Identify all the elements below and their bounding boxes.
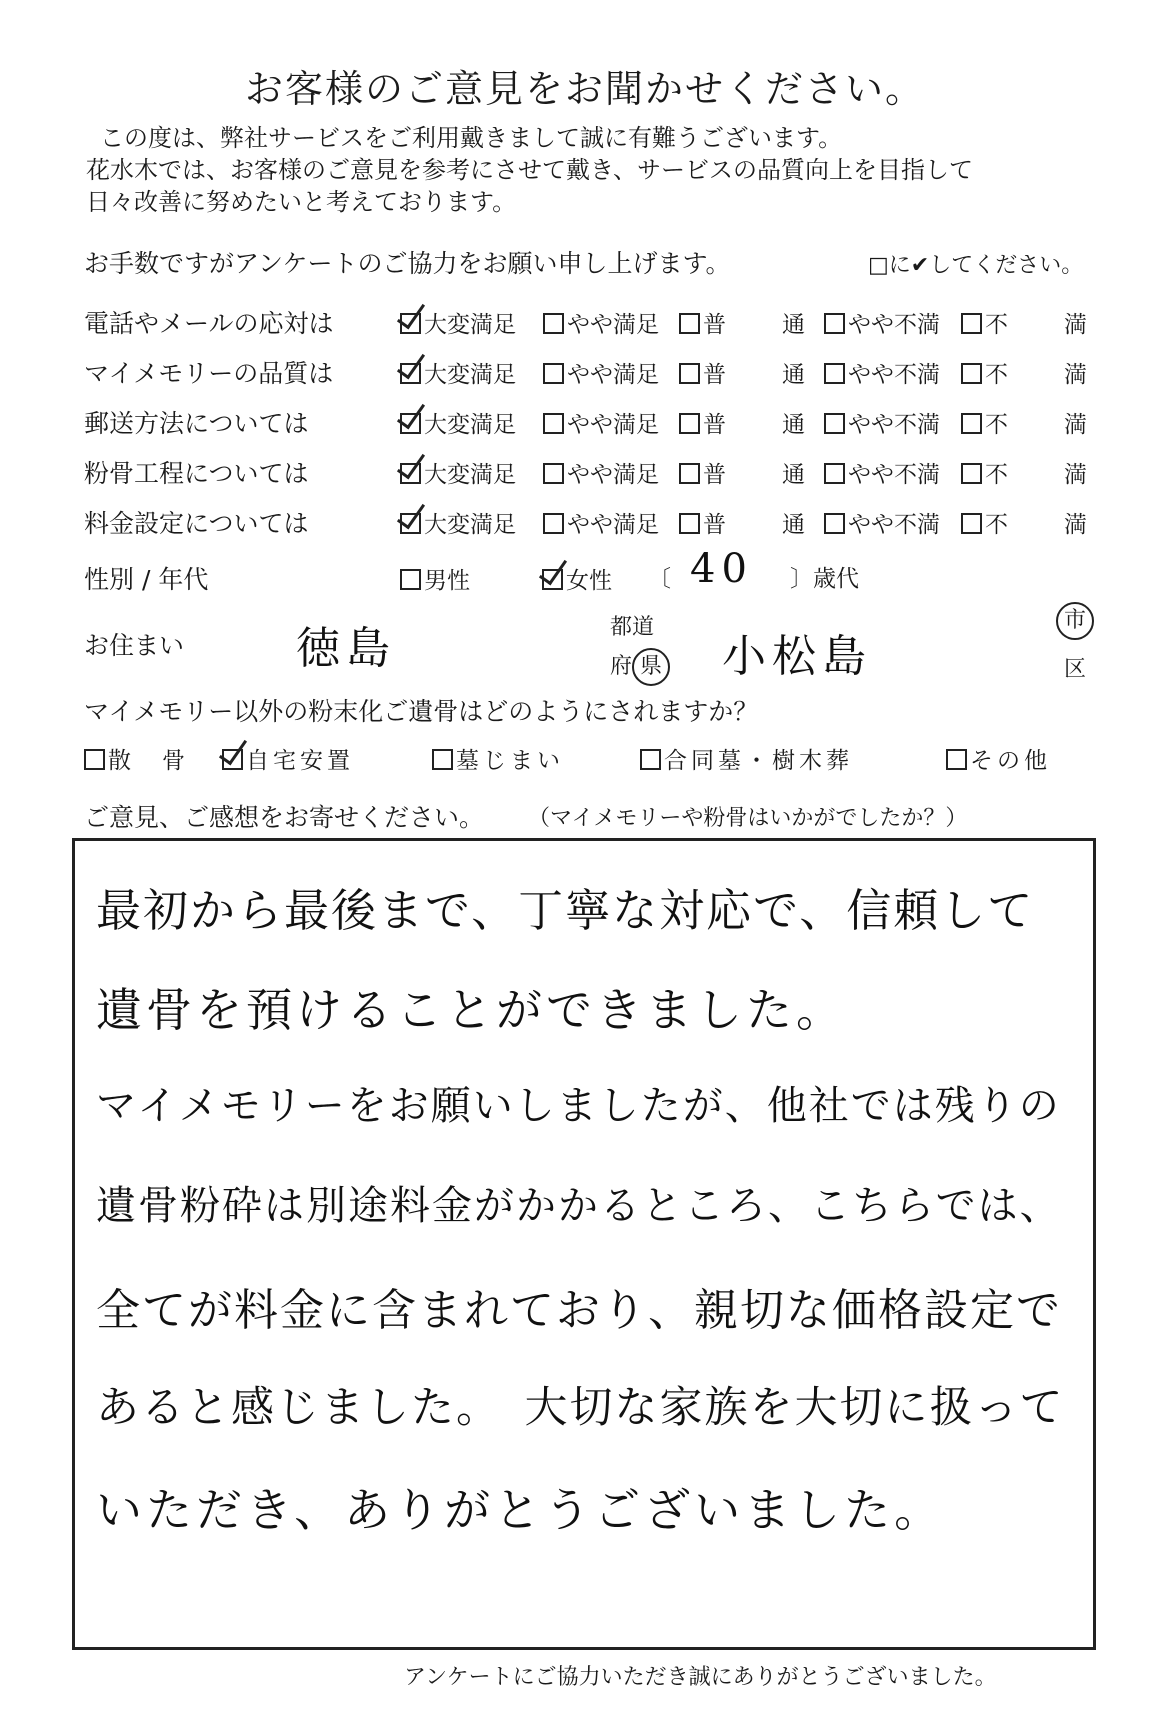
gender-female-option[interactable]: 女性 [542, 562, 612, 595]
rating-option[interactable]: 不 [961, 306, 1008, 339]
intro-line-3: 日々改善に努めたいと考えております。 [86, 188, 517, 216]
rating-question-label: 郵送方法については [84, 409, 309, 438]
pref-suffix-bottom: 府 県 [610, 648, 670, 686]
request-note: □に✔してください。 [868, 253, 1084, 278]
footer-thanks: アンケートにご協力いただき誠にありがとうございました。 [404, 1665, 997, 1690]
comment-line: 遺骨粉砕は別途料金がかかるところ、こちらでは、 [96, 1183, 1062, 1229]
comment-line: 最初から最後まで、丁寧な対応で、信頼して [96, 884, 1035, 937]
comment-line: いただき、ありがとうございました。 [96, 1483, 945, 1537]
rating-option[interactable]: 不 [961, 356, 1008, 389]
disposal-question: マイメモリー以外の粉末化ご遺骨はどのようにされますか？ [84, 697, 759, 726]
checkbox[interactable] [543, 313, 564, 334]
rating-option[interactable]: 不 [961, 506, 1008, 539]
comments-heading: ご意見、ご感想をお寄せください。 [84, 803, 485, 832]
checkbox[interactable] [84, 749, 105, 770]
rating-option[interactable]: 大変満足 [400, 506, 516, 539]
checkbox-checked[interactable] [400, 363, 421, 384]
rating-option[interactable]: 普 [679, 356, 726, 389]
checkbox[interactable] [961, 463, 982, 484]
checkbox[interactable] [824, 313, 845, 334]
checkbox[interactable] [824, 413, 845, 434]
pref-circled-mark: 県 [632, 648, 670, 686]
rating-option[interactable]: やや不満 [824, 306, 940, 339]
rating-question-label: 電話やメールの応対は [84, 309, 334, 338]
checkbox[interactable] [640, 749, 661, 770]
checkbox[interactable] [961, 313, 982, 334]
city-circled-mark: 市 [1056, 602, 1094, 640]
rating-option[interactable]: 普 [679, 506, 726, 539]
rating-option[interactable]: 大変満足 [400, 406, 516, 439]
checkbox-checked[interactable] [400, 413, 421, 434]
rating-option[interactable]: 大変満足 [400, 356, 516, 389]
checkbox[interactable] [824, 463, 845, 484]
disposal-option[interactable]: 散 骨 [84, 742, 189, 775]
checkbox[interactable] [432, 749, 453, 770]
rating-option[interactable]: やや不満 [824, 406, 940, 439]
rating-question-label: マイメモリーの品質は [84, 359, 334, 388]
rating-option: 満 [1064, 462, 1087, 488]
checkbox[interactable] [400, 569, 421, 590]
checkbox[interactable] [543, 363, 564, 384]
comment-line: 遺骨を預けることができました。 [96, 983, 846, 1037]
city-value[interactable]: 小松島 [722, 631, 872, 682]
checkbox-checked[interactable] [400, 513, 421, 534]
intro-line-1: この度は、弊社サービスをご利用戴きまして誠に有難うございます。 [100, 124, 843, 152]
checkbox-checked[interactable] [222, 749, 243, 770]
rating-option: 満 [1064, 412, 1087, 438]
comment-line: あると感じました。 大切な家族を大切に扱って [96, 1383, 1065, 1433]
address-label: お住まい [84, 631, 185, 660]
checkbox[interactable] [961, 513, 982, 534]
checkbox[interactable] [961, 363, 982, 384]
rating-option[interactable]: 普 [679, 406, 726, 439]
rating-question-label: 料金設定については [84, 509, 309, 538]
rating-option: 通 [782, 312, 805, 338]
rating-option[interactable]: やや不満 [824, 506, 940, 539]
comment-line: マイメモリーをお願いしましたが、他社では残りの [96, 1083, 1061, 1129]
rating-option[interactable]: やや不満 [824, 356, 940, 389]
rating-option[interactable]: 普 [679, 306, 726, 339]
rating-option: 通 [782, 412, 805, 438]
prefecture-value[interactable]: 徳島 [296, 623, 396, 674]
gender-male-option[interactable]: 男性 [400, 562, 470, 595]
checkbox-checked[interactable] [542, 569, 563, 590]
rating-option: 通 [782, 362, 805, 388]
disposal-option[interactable]: その他 [946, 742, 1051, 775]
age-bracket-open: 〔 [648, 566, 671, 592]
rating-option[interactable]: 大変満足 [400, 456, 516, 489]
rating-option[interactable]: やや満足 [543, 306, 659, 339]
checkbox[interactable] [824, 363, 845, 384]
ward-suffix: 区 [1064, 657, 1087, 682]
checkbox[interactable] [543, 513, 564, 534]
checkbox[interactable] [824, 513, 845, 534]
rating-question-label: 粉骨工程については [84, 459, 309, 488]
rating-option: 満 [1064, 362, 1087, 388]
rating-option[interactable]: やや満足 [543, 406, 659, 439]
disposal-option[interactable]: 合同墓・樹木葬 [640, 742, 853, 775]
checkbox-checked[interactable] [400, 463, 421, 484]
checkbox[interactable] [679, 413, 700, 434]
rating-option: 通 [782, 512, 805, 538]
disposal-option[interactable]: 墓じまい [432, 742, 564, 775]
checkbox[interactable] [946, 749, 967, 770]
pref-suffix-top: 都道 [610, 615, 655, 640]
rating-option[interactable]: 大変満足 [400, 306, 516, 339]
checkbox-checked[interactable] [400, 313, 421, 334]
rating-option: 満 [1064, 312, 1087, 338]
age-bracket-close: 〕歳代 [790, 566, 859, 592]
intro-line-2: 花水木では、お客様のご意見を参考にさせて戴き、サービスの品質向上を目指して [86, 156, 974, 184]
checkbox[interactable] [679, 463, 700, 484]
rating-option[interactable]: やや満足 [543, 506, 659, 539]
disposal-option[interactable]: 自宅安置 [222, 742, 354, 775]
checkbox[interactable] [679, 313, 700, 334]
rating-option: 満 [1064, 512, 1087, 538]
checkbox[interactable] [543, 413, 564, 434]
request-text: お手数ですがアンケートのご協力をお願い申し上げます。 [84, 249, 731, 278]
checkbox[interactable] [961, 413, 982, 434]
gender-age-label: 性別 / 年代 [84, 565, 209, 594]
comment-line: 全てが料金に含まれており、親切な価格設定で [96, 1285, 1062, 1336]
rating-option[interactable]: 普 [679, 456, 726, 489]
survey-title: お客様のご意見をお聞かせください。 [244, 67, 925, 111]
rating-option[interactable]: やや満足 [543, 356, 659, 389]
checkbox[interactable] [679, 363, 700, 384]
comments-heading-note: （マイメモリーや粉骨はいかがでしたか？） [528, 806, 968, 831]
rating-option[interactable]: やや満足 [543, 456, 659, 489]
rating-option[interactable]: 不 [961, 456, 1008, 489]
age-value[interactable]: 40 [690, 546, 753, 592]
rating-option[interactable]: やや不満 [824, 456, 940, 489]
checkbox[interactable] [543, 463, 564, 484]
rating-option: 通 [782, 462, 805, 488]
checkbox[interactable] [679, 513, 700, 534]
rating-option[interactable]: 不 [961, 406, 1008, 439]
